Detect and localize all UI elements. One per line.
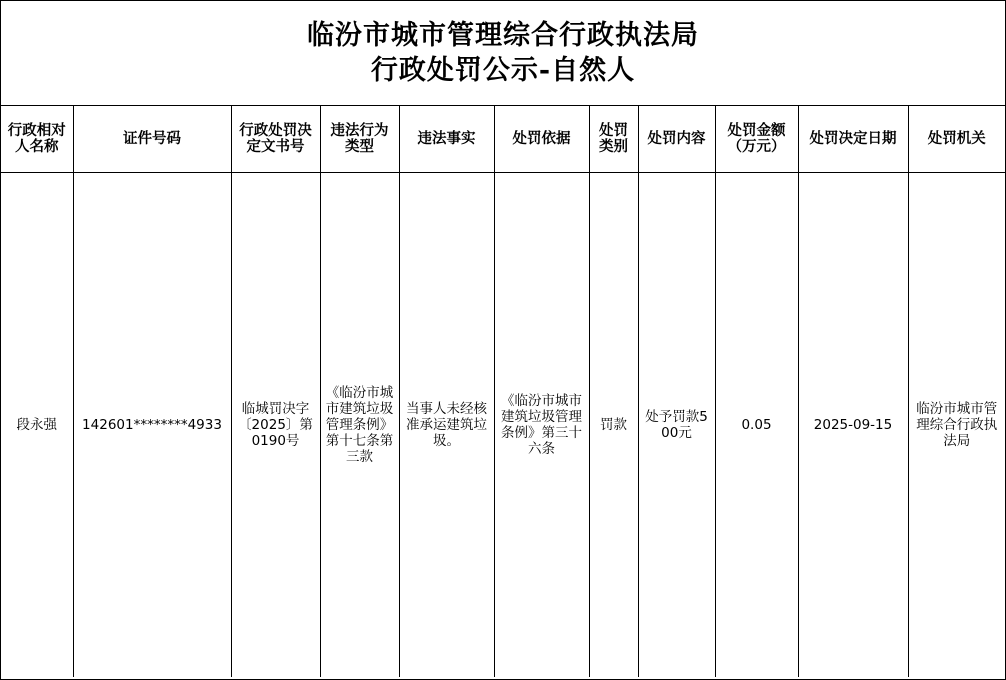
header-party-name: 行政相对人名称: [1, 106, 73, 173]
header-penalty-basis: 处罚依据: [494, 106, 589, 173]
header-decision-doc-number: 行政处罚决定文书号: [231, 106, 320, 173]
cell-id-number: 142601********4933: [73, 173, 231, 678]
cell-party-name: 段永强: [1, 173, 73, 678]
header-violation-type: 违法行为类型: [320, 106, 399, 173]
header-penalty-authority: 处罚机关: [908, 106, 1005, 173]
penalty-table: [1, 106, 1005, 677]
notice-title: 行政处罚公示-自然人: [370, 55, 636, 86]
cell-penalty-category: 罚款: [589, 173, 638, 678]
cell-penalty-basis: 《临汾市城市建筑垃圾管理条例》第三十六条: [494, 173, 589, 678]
header-penalty-amount: 处罚金额（万元）: [715, 106, 798, 173]
cell-decision-doc-number: 临城罚决字〔2025〕第0190号: [231, 173, 320, 678]
cell-violation-type: 《临汾市城市建筑垃圾管理条例》第十七条第三款: [320, 173, 399, 678]
cell-decision-date: 2025-09-15: [798, 173, 908, 678]
header-row: [1, 106, 1005, 173]
header-penalty-content: 处罚内容: [638, 106, 715, 173]
header-id-number: 证件号码: [73, 106, 231, 173]
header-violation-facts: 违法事实: [399, 106, 494, 173]
title-block: [1, 1, 1005, 106]
cell-penalty-content: 处予罚款500元: [638, 173, 715, 678]
agency-title: 临汾市城市管理综合行政执法局: [307, 20, 699, 51]
table-row: [1, 173, 1005, 678]
header-decision-date: 处罚决定日期: [798, 106, 908, 173]
cell-penalty-authority: 临汾市城市管理综合行政执法局: [908, 173, 1005, 678]
cell-violation-facts: 当事人未经核准承运建筑垃圾。: [399, 173, 494, 678]
cell-penalty-amount: 0.05: [715, 173, 798, 678]
header-penalty-category: 处罚类别: [589, 106, 638, 173]
